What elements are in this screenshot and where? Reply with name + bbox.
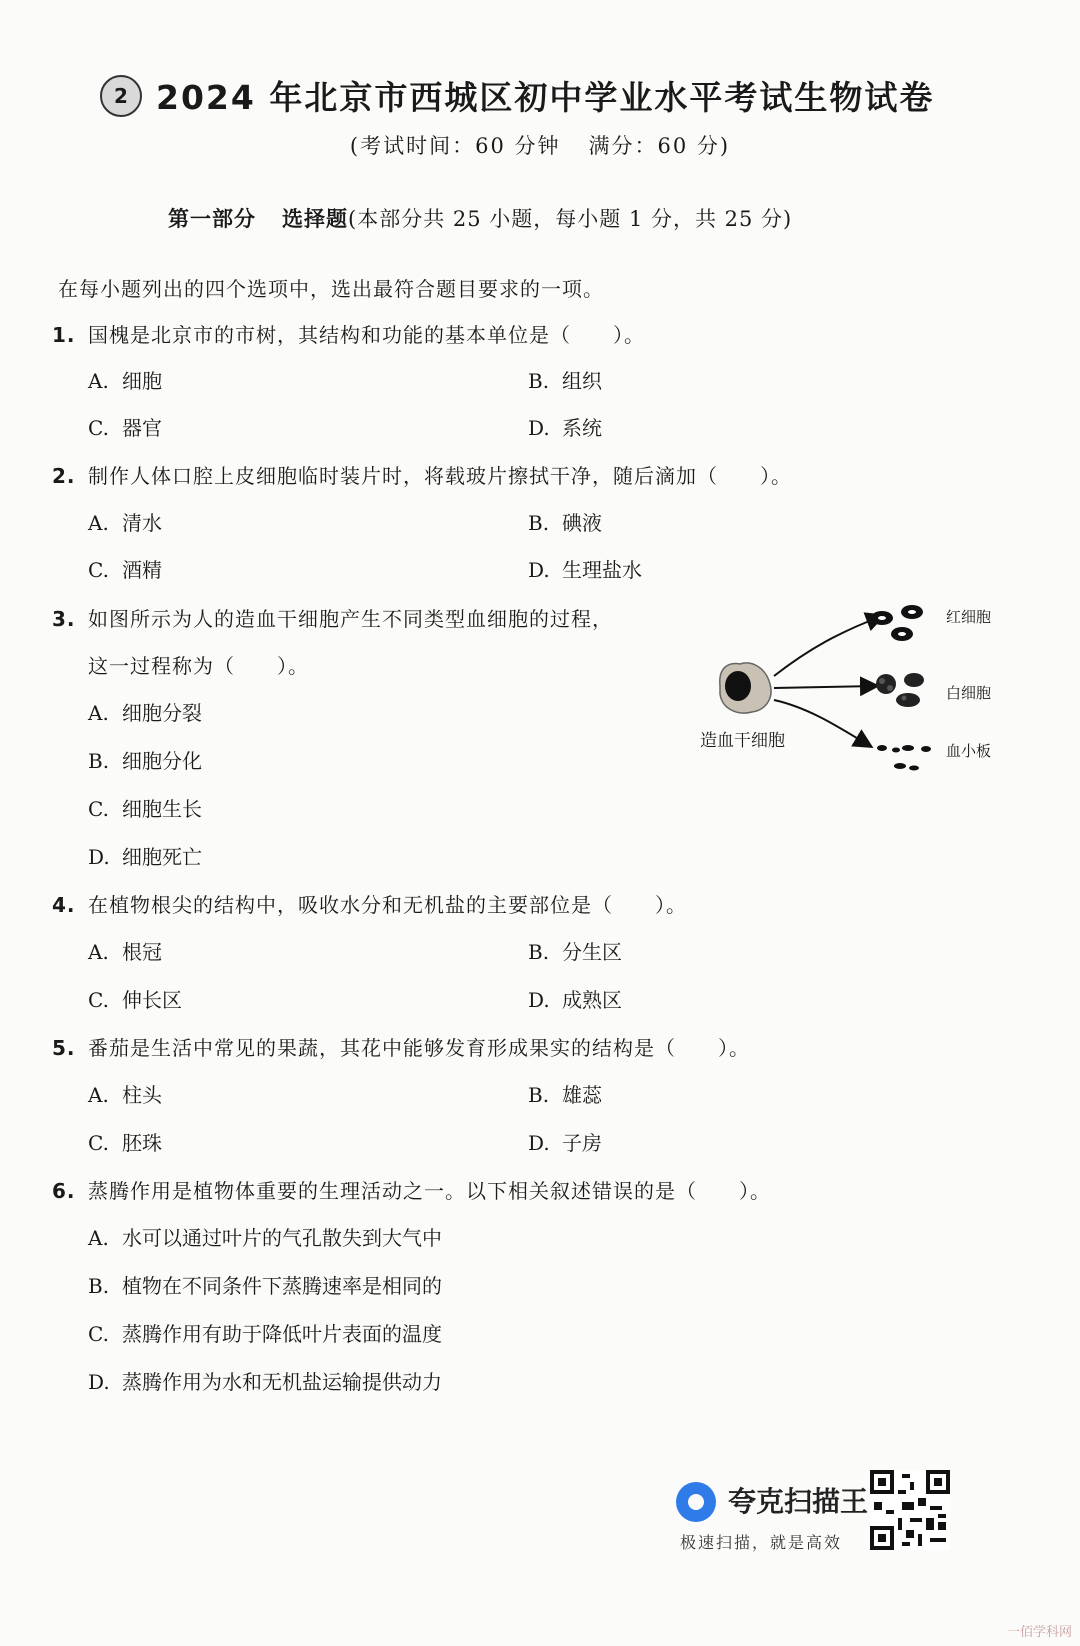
question-2: 2. 制作人体口腔上皮细胞临时装片时，将载玻片擦拭干净，随后滴加（ ）。	[52, 464, 792, 488]
exam-score: 满分：60 分)	[588, 134, 731, 158]
option-5b: B. 雄蕊	[528, 1083, 602, 1107]
arrow-to-red	[774, 616, 882, 676]
white-cell-label: 白细胞	[946, 684, 992, 702]
red-cell-label: 红细胞	[946, 608, 992, 626]
question-4: 4. 在植物根尖的结构中，吸收水分和无机盐的主要部位是（ ）。	[52, 893, 687, 917]
option-2c: C. 酒精	[88, 558, 162, 582]
option-4c: C. 伸长区	[88, 988, 182, 1012]
section-heading	[168, 203, 792, 233]
title-row	[100, 72, 1040, 119]
arrow-to-platelet	[774, 700, 870, 746]
question-5: 5. 番茄是生活中常见的果蔬，其花中能够发育形成果实的结构是（ ）。	[52, 1036, 750, 1060]
scanner-logo-icon	[676, 1482, 716, 1522]
stem-cell-label: 造血干细胞	[700, 731, 785, 751]
red-cell-icon	[871, 605, 923, 641]
option-3b: B. 细胞分化	[88, 749, 202, 773]
question-3-line2: 这一过程称为（ ）。	[88, 654, 309, 678]
exam-title: 2024 年北京市西城区初中学业水平考试生物试卷	[156, 78, 935, 117]
option-1d: D. 系统	[528, 416, 602, 440]
site-watermark: 一佰学科网	[1006, 1625, 1072, 1640]
section-type: 选择题	[282, 207, 348, 231]
option-3d: D. 细胞死亡	[88, 845, 202, 869]
option-6b: B. 植物在不同条件下蒸腾速率是相同的	[88, 1274, 442, 1298]
option-4d: D. 成熟区	[528, 988, 622, 1012]
option-2a: A. 清水	[88, 511, 162, 535]
question-3: 3. 如图所示为人的造血干细胞产生不同类型血细胞的过程，	[52, 607, 613, 631]
option-1b: B. 组织	[528, 369, 602, 393]
scanner-logo-name: 夸克扫描王	[728, 1485, 869, 1518]
platelet-icon	[877, 745, 931, 771]
option-2b: B. 碘液	[528, 511, 602, 535]
option-1c: C. 器官	[88, 416, 162, 440]
question-1: 1. 国槐是北京市的市树，其结构和功能的基本单位是（ ）。	[52, 323, 645, 347]
instruction: 在每小题列出的四个选项中，选出最符合题目要求的一项。	[58, 277, 604, 301]
arrow-to-white	[774, 686, 876, 688]
question-text: 制作人体口腔上皮细胞临时装片时，将载玻片擦拭干净，随后滴加（ ）。	[88, 464, 792, 488]
question-6: 6. 蒸腾作用是植物体重要的生理活动之一。以下相关叙述错误的是（ ）。	[52, 1179, 771, 1203]
option-5c: C. 胚珠	[88, 1131, 162, 1155]
question-text: 番茄是生活中常见的果蔬，其花中能够发育形成果实的结构是（ ）。	[88, 1036, 750, 1060]
option-2d: D. 生理盐水	[528, 558, 642, 582]
platelet-label: 血小板	[946, 742, 992, 760]
question-text: 蒸腾作用是植物体重要的生理活动之一。以下相关叙述错误的是（ ）。	[88, 1179, 771, 1203]
option-4b: B. 分生区	[528, 940, 622, 964]
stem-cell-icon	[720, 663, 771, 713]
question-text: 国槐是北京市的市树，其结构和功能的基本单位是（ ）。	[88, 323, 645, 347]
question-text: 如图所示为人的造血干细胞产生不同类型血细胞的过程，	[88, 607, 613, 631]
option-6a: A. 水可以通过叶片的气孔散失到大气中	[88, 1226, 442, 1250]
option-5d: D. 子房	[528, 1131, 602, 1155]
section-part: 第一部分	[168, 207, 256, 231]
section-note: (本部分共 25 小题，每小题 1 分，共 25 分)	[348, 207, 793, 231]
question-text: 在植物根尖的结构中，吸收水分和无机盐的主要部位是（ ）。	[88, 893, 687, 917]
exam-subtitle	[0, 130, 1080, 160]
option-5a: A. 柱头	[88, 1083, 162, 1107]
option-6c: C. 蒸腾作用有助于降低叶片表面的温度	[88, 1322, 442, 1346]
paper-number-badge: 2	[100, 75, 142, 117]
option-3c: C. 细胞生长	[88, 797, 202, 821]
scanner-logo-slogan: 极速扫描，就是高效	[680, 1533, 843, 1552]
option-3a: A. 细胞分裂	[88, 701, 202, 725]
blood-cell-differentiation-figure	[690, 598, 1000, 788]
exam-time: (考试时间：60 分钟	[349, 134, 561, 158]
option-6d: D. 蒸腾作用为水和无机盐运输提供动力	[88, 1370, 442, 1394]
white-cell-icon	[876, 673, 924, 707]
option-1a: A. 细胞	[88, 369, 162, 393]
qr-code-icon	[870, 1470, 950, 1550]
option-4a: A. 根冠	[88, 940, 162, 964]
